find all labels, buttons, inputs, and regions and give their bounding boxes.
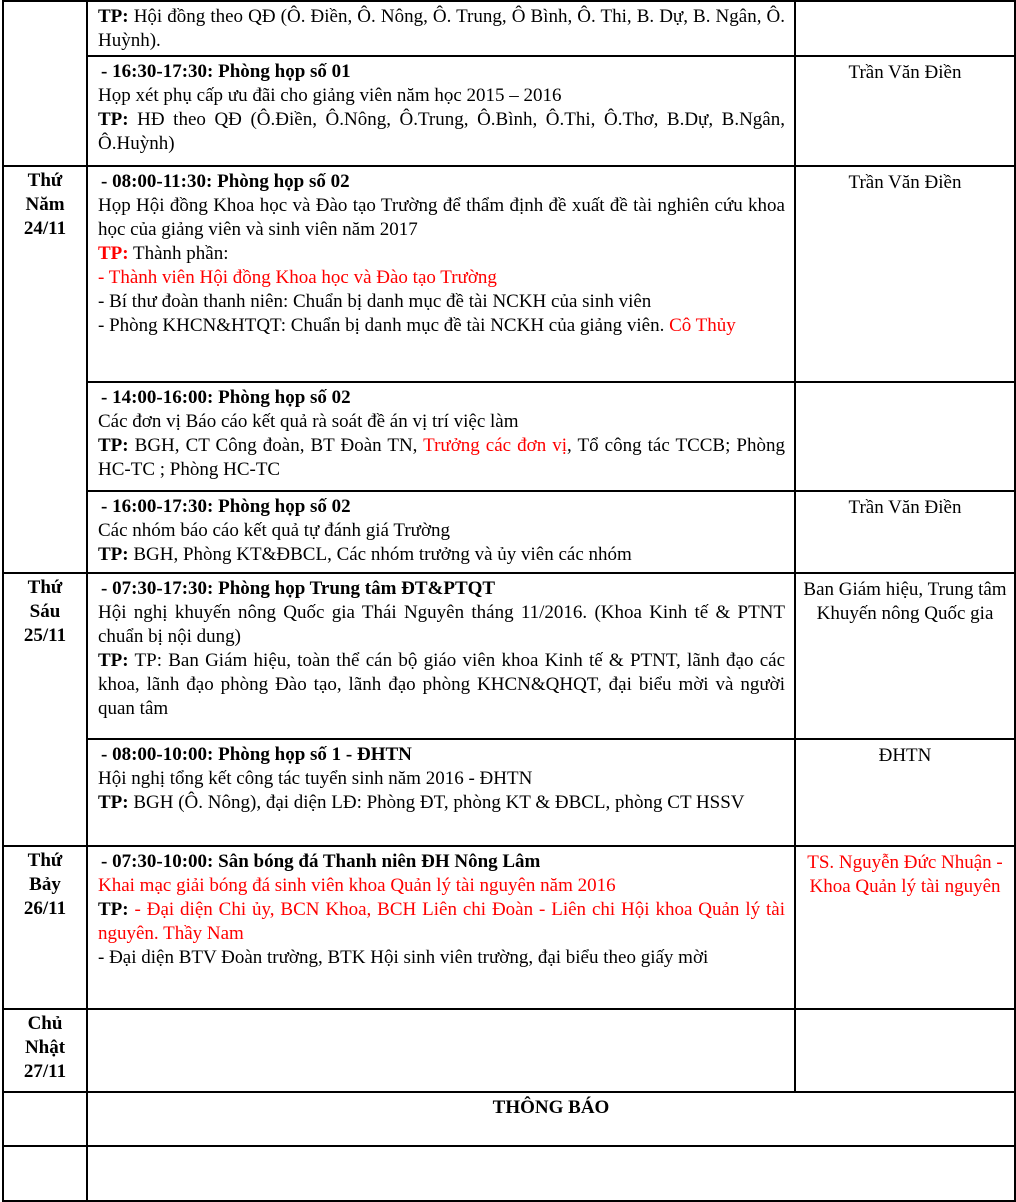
participants-detail: - Bí thư đoàn thanh niên: Chuẩn bị danh mục đề tài NCKH của sinh viên [98, 291, 652, 312]
event-title: Khai mạc giải bóng đá sinh viên khoa Quản lý tài nguyên năm 2016 [98, 875, 616, 896]
notice-cell [87, 1092, 1015, 1146]
event-title: Họp Hội đồng Khoa học và Đào tạo Trường để thẩm định đề xuất đề tài nghiên cứu khoa học của giảng viên và sinh viên năm 2017 [98, 195, 785, 240]
participants-line: TP: BGH (Ô. Nông), đại diện LĐ: Phòng ĐT, phòng KT & ĐBCL, phòng CT HSSV [98, 792, 745, 813]
event-title: Các đơn vị Báo cáo kết quả rà soát đề án vị trí việc làm [98, 411, 519, 432]
event-cell [87, 56, 795, 166]
schedule-row [3, 166, 1015, 382]
responsible-cell [795, 1009, 1015, 1092]
empty-cell [3, 1146, 87, 1201]
schedule-row [3, 573, 1015, 739]
event-cell [87, 491, 795, 573]
schedule-row [3, 491, 1015, 573]
event-cell [87, 382, 795, 491]
schedule-row [3, 382, 1015, 491]
event-cell [87, 573, 795, 739]
participants-line: TP: BGH, Phòng KT&ĐBCL, Các nhóm trưởng và ủy viên các nhóm [98, 544, 632, 565]
schedule-row [3, 56, 1015, 166]
event-cell [87, 739, 795, 846]
empty-cell [87, 1146, 1015, 1201]
responsible-cell: Trần Văn Điền [795, 56, 1015, 166]
event-cell [87, 1009, 795, 1092]
event-cell [87, 846, 795, 1009]
event-time: - 08:00-10:00: Phòng họp số 1 - ĐHTN [101, 744, 412, 765]
participants-line: TP: Thành phần: [98, 243, 229, 264]
event-time: - 16:00-17:30: Phòng họp số 02 [101, 496, 351, 517]
event-title: Hội nghị tổng kết công tác tuyển sinh năm 2016 - ĐHTN [98, 768, 533, 789]
participants-line: TP: HĐ theo QĐ (Ô.Điền, Ô.Nông, Ô.Trung, Ô.Bình, Ô.Thi, Ô.Thơ, B.Dự, B.Ngân, Ô.Huỳnh) [98, 109, 785, 154]
event-title: Hội nghị khuyến nông Quốc gia Thái Nguyên tháng 11/2016. (Khoa Kinh tế & PTNT chuẩn bị nội dung) [98, 602, 785, 647]
notice-title: THÔNG BÁO [492, 1097, 610, 1118]
event-title: Họp xét phụ cấp ưu đãi cho giảng viên năm học 2015 – 2016 [98, 85, 562, 106]
event-time: - 07:30-10:00: Sân bóng đá Thanh niên ĐH Nông Lâm [101, 851, 541, 872]
responsible-cell: TS. Nguyễn Đức Nhuận - Khoa Quản lý tài nguyên [795, 846, 1015, 1009]
participants-line: TP: - Đại diện Chi ủy, BCN Khoa, BCH Liên chi Đoàn - Liên chi Hội khoa Quản lý tài nguyên. Thầy Nam [98, 899, 785, 944]
weekly-schedule-table [2, 0, 1016, 1202]
responsible-cell [795, 1, 1015, 56]
day-cell: Thứ Sáu 25/11 [3, 573, 87, 846]
participants-line: TP: TP: Ban Giám hiệu, toàn thể cán bộ giáo viên khoa Kinh tế & PTNT, lãnh đạo các khoa, lãnh đạo phòng Đào tạo, lãnh đạo phòng KHCN&QHQT, đại biểu mời và người quan tâm [98, 650, 785, 719]
participants-line: TP: BGH, CT Công đoàn, BT Đoàn TN, Trưởng các đơn vị, Tổ công tác TCCB; Phòng HC-TC ; Phòng HC-TC [98, 435, 785, 480]
event-title: Các nhóm báo cáo kết quả tự đánh giá Trường [98, 520, 451, 541]
day-cell: Thứ Bảy 26/11 [3, 846, 87, 1009]
day-cell [3, 1, 87, 166]
notice-row [3, 1092, 1015, 1146]
day-cell: Thứ Năm 24/11 [3, 166, 87, 573]
responsible-cell: ĐHTN [795, 739, 1015, 846]
empty-row [3, 1146, 1015, 1201]
event-cell [87, 1, 795, 56]
event-cell [87, 166, 795, 382]
schedule-row [3, 846, 1015, 1009]
notice-blank-cell [3, 1092, 87, 1146]
participants-detail: - Thành viên Hội đồng Khoa học và Đào tạo Trường [98, 267, 497, 288]
schedule-row [3, 739, 1015, 846]
schedule-row [3, 1009, 1015, 1092]
day-cell: Chủ Nhật 27/11 [3, 1009, 87, 1092]
participants-detail: - Đại diện BTV Đoàn trường, BTK Hội sinh viên trường, đại biểu theo giấy mời [98, 947, 709, 968]
responsible-cell [795, 382, 1015, 491]
schedule-row [3, 1, 1015, 56]
responsible-cell: Ban Giám hiệu, Trung tâm Khuyến nông Quốc gia [795, 573, 1015, 739]
event-time: - 08:00-11:30: Phòng họp số 02 [101, 171, 350, 192]
participants-line: TP: Hội đồng theo QĐ (Ô. Điền, Ô. Nông, Ô. Trung, Ô Bình, Ô. Thi, B. Dự, B. Ngân, Ô. Huỳnh). [98, 6, 785, 51]
participants-detail: - Phòng KHCN&HTQT: Chuẩn bị danh mục đề tài NCKH của giảng viên. Cô Thủy [98, 315, 736, 336]
event-time: - 07:30-17:30: Phòng họp Trung tâm ĐT&PTQT [101, 578, 496, 599]
event-time: - 14:00-16:00: Phòng họp số 02 [101, 387, 351, 408]
responsible-cell: Trần Văn Điền [795, 491, 1015, 573]
responsible-cell: Trần Văn Điền [795, 166, 1015, 382]
event-time: - 16:30-17:30: Phòng họp số 01 [101, 61, 351, 82]
